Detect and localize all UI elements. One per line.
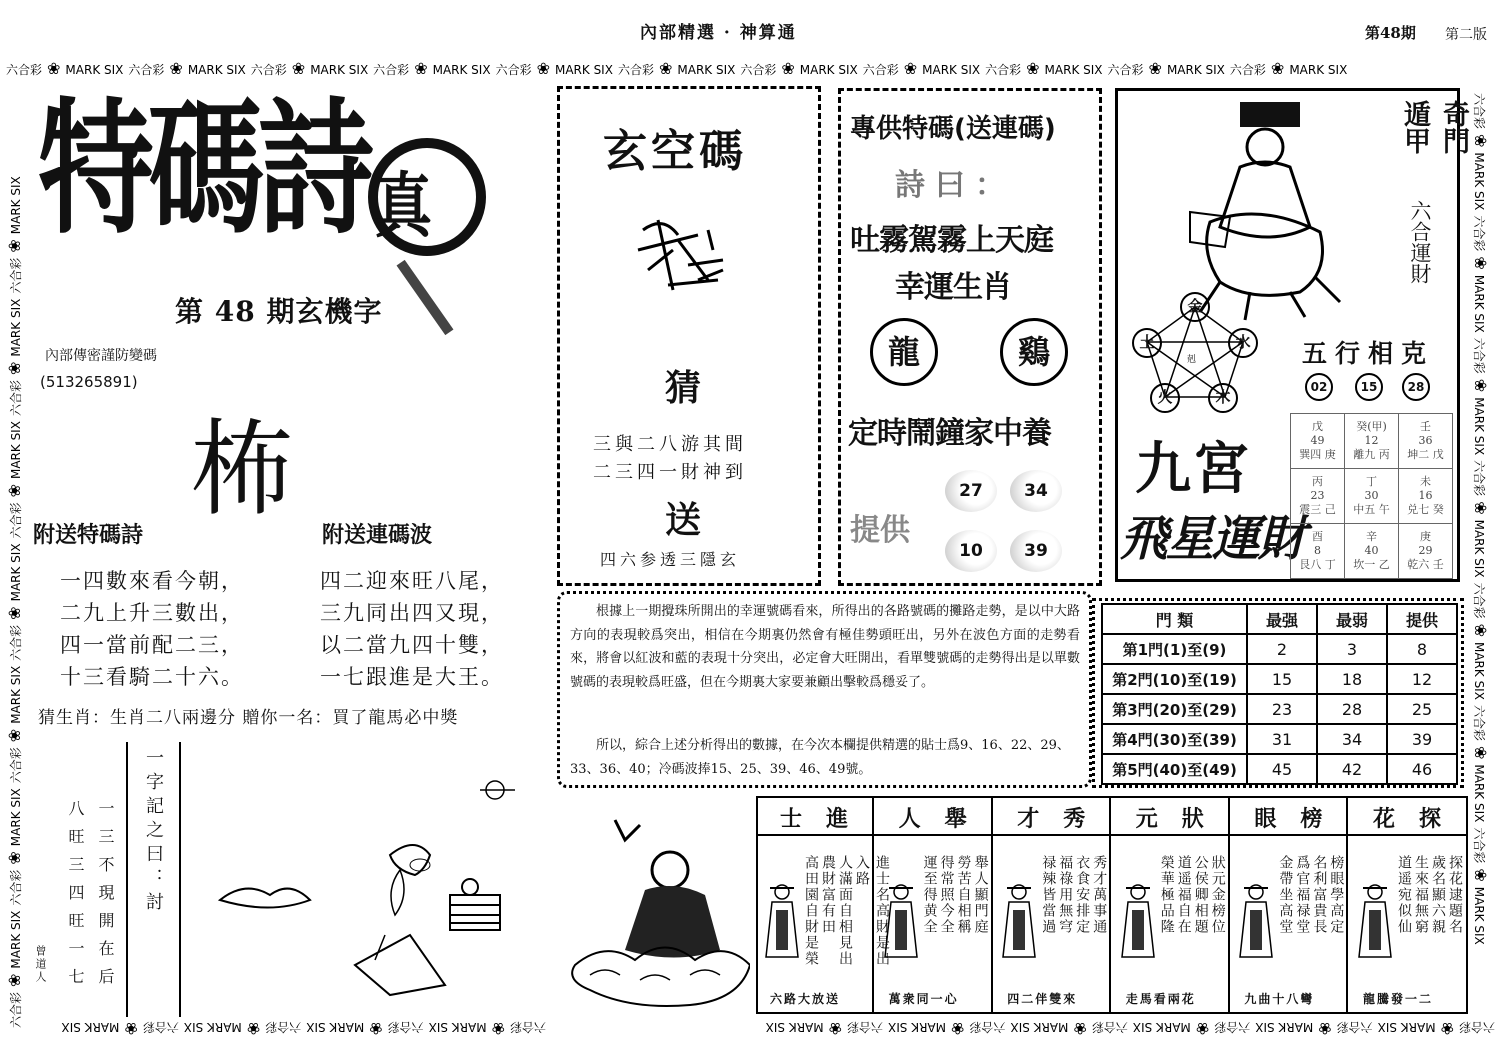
one-char-title: 一字記之曰：討 [143,748,164,916]
brand-en: MARK SIX [310,63,369,77]
qimen-title: 奇門遁甲 [1399,100,1469,154]
brand-en: MARK SIX [1166,63,1225,77]
poem-line: 十三看騎二十六。 [60,665,244,689]
flower-icon: ❀ [1471,378,1490,393]
table-row [1102,754,1457,784]
wave-line: 三九同出四又現， [320,601,504,625]
brand-cn: 六合彩 [250,63,287,77]
scholar-heading: 才秀 [1017,806,1110,832]
brand-cn: 六合彩 [1472,337,1486,374]
brand-en: MARK SIX [65,63,124,77]
element-node: 火 [1150,383,1180,413]
flower-icon: ❀ [5,728,24,743]
brand-cn: 六合彩 [1472,215,1486,252]
secret-note: 內部傳密謹防變碼 [45,348,157,364]
wave-line: 以二當九四十雙， [320,633,504,657]
scholar-verse: 秀才萬事通 [1091,855,1108,935]
column-header: 最弱 [1317,604,1387,634]
row-label: 第1門(1)至(9) [1102,634,1247,664]
scholar-heading: 人舉 [898,806,991,832]
brand-cn: 六合彩 [9,257,23,294]
brand-en: MARK SIX [9,788,23,847]
flower-icon: ❀ [781,59,795,78]
table-row [1102,694,1457,724]
flower-icon: ❀ [5,973,24,987]
grid-cell: 癸(甲) 12 離九 丙 [1345,414,1399,469]
one-char-col: 八旺三四旺一七 [66,800,85,996]
cell: 8 [1387,634,1457,664]
grid-cell: 辛 40 坎一 乙 [1345,524,1399,579]
scholar-heading: 士進 [780,806,873,832]
flower-icon: ❀ [1471,134,1490,148]
flower-icon: ❀ [5,361,24,376]
brand-en: MARK SIX [1377,1020,1436,1034]
flower-icon: ❀ [1318,1019,1332,1038]
brand-cn: 六合彩 [265,1020,302,1034]
cell: 31 [1247,724,1317,754]
brand-cn: 六合彩 [9,991,23,1028]
cell: 12 [1387,664,1457,694]
phone-number: (513265891) [40,373,138,391]
flower-icon: ❀ [903,59,918,78]
brand-en: MARK SIX [1472,152,1486,211]
one-char-col: 一三不現開在后 [96,800,115,996]
flower-icon: ❀ [1440,1019,1454,1038]
cell: 15 [1247,664,1317,694]
grid-cell: 丙 23 震三 己 [1291,469,1345,524]
scholar-verse: 生來福無窮 [1413,855,1429,935]
table-row [1102,634,1457,664]
zodiac-guess: 猜生肖：生肖二八兩邊分 贈你一名：買了龍馬必中獎 [38,708,459,728]
brand-en: MARK SIX [922,63,981,77]
mouse-illustration [215,775,515,1000]
cipher-glyph [628,210,728,300]
xuankong-line: 三與二八游其間 [593,434,747,455]
brand-cn: 六合彩 [1229,63,1266,77]
flower-icon: ❀ [1148,59,1162,78]
brand-cn: 六合彩 [509,1020,546,1034]
table-row [1102,664,1457,694]
xuankong-line: 四六参透三隱玄 [600,550,741,569]
xuankong-line: 二三四一財神到 [593,462,747,483]
doors-table [1101,603,1458,785]
scholar-verse: 道遥宛似仙 [1396,855,1412,935]
warrior-illustration [1180,92,1350,322]
flower-icon: ❀ [5,851,24,865]
scholar-verse: 舉人顯門庭 [972,855,989,935]
scholar-figure [1355,880,1395,965]
brand-en: MARK SIX [306,1020,365,1034]
table-row [1102,724,1457,754]
zodiac-circle: 龍 [870,318,938,386]
scholar-figure [762,880,802,965]
scholar-figure [1236,880,1276,965]
scholar-footer: 九曲十八彎 [1244,992,1315,1006]
scholar-verse: 得常照今全 [938,855,955,935]
brand-cn: 六合彩 [9,869,23,906]
brand-en: MARK SIX [1255,1020,1314,1034]
number-ball: 10 [945,530,997,572]
provide-label: 提供 [850,513,910,548]
scholar-footer: 龍騰發一二 [1363,992,1434,1006]
flower-icon: ❀ [414,59,428,78]
xuankong-send: 送 [665,500,702,541]
number-ball: 02 [1305,373,1333,401]
zodiac-circle: 鷄 [1000,318,1068,386]
brand-cn: 六合彩 [1107,63,1144,77]
scholar-heading: 花探 [1373,806,1466,832]
flower-icon: ❀ [169,59,183,78]
nine-palace-title: 九宮 [1135,437,1251,502]
brand-cn: 六合彩 [1336,1020,1373,1034]
brand-cn: 六合彩 [1472,93,1486,130]
brand-en: MARK SIX [888,1020,947,1034]
analysis-paragraph: 根據上一期攪珠所開出的幸運號碼看來，所得出的各路號碼的攤路走勢，是以中大路方向的表現較爲突出，相信在今期裏仍然會有極佳勢頭旺出，另外在波色方面的走勢看來，將會以紅波和藍的表現十分突出，必定會大旺開出，看單雙號碼的走勢得出是以單數號碼的表現較爲旺盛，但在今期裏大家要兼顧出擊較爲穩妥了。 [570,604,1080,690]
element-node: 金 [1180,292,1210,322]
header-issue: 第48期 [1365,24,1416,42]
column-header: 最强 [1247,604,1317,634]
flower-icon: ❀ [5,606,24,620]
header-edition: 第二版 [1445,27,1487,43]
header-title: 內部精選 · 神算通 [640,23,797,43]
grid-row [1291,469,1453,524]
brand-cn: 六合彩 [1472,827,1486,864]
special-line: 定時鬧鐘家中養 [848,416,1051,451]
brand-cn: 六合彩 [387,1020,424,1034]
poem-line: 一四數來看今朝， [60,569,244,593]
number-ball: 27 [945,470,997,512]
cell: 23 [1247,694,1317,724]
scholar-verse: 進士名高財是出入路 [854,855,890,967]
scholar-verse: 人滿面自相見出 [837,855,853,967]
scholar-verse: 榜眼學高定 [1328,855,1345,935]
mark-six-strip-bottom-left [6,1016,546,1040]
number-ball: 39 [1010,530,1062,572]
element-node: 水 [1228,328,1258,358]
brand-cn: 六合彩 [969,1020,1006,1034]
mark-six-strip-right [1467,93,1493,1013]
flower-icon: ❀ [1026,59,1040,78]
scholar-footer: 走馬看兩花 [1125,992,1196,1006]
scholar-verse: 衣食安排定 [1074,855,1091,935]
flower-icon: ❀ [47,59,61,78]
scholar-verse: 公侯卿相題 [1192,855,1209,935]
scholar-footer: 萬衆同一心 [888,992,959,1006]
scholar-verse: 農財富有田 [820,855,836,935]
scholar-footer: 六路大放送 [770,992,841,1006]
brand-en: MARK SIX [554,63,613,77]
wuxing-title: 五行相克 [1302,339,1435,368]
brand-en: MARK SIX [1472,764,1486,823]
deity-illustration [570,815,750,1010]
flying-star-title: 飛星運財 [1120,511,1305,567]
brand-en: MARK SIX [765,1020,824,1034]
table-header-row [1102,604,1457,634]
mystery-character: 柨 [190,408,295,530]
brand-en: MARK SIX [187,63,246,77]
brand-en: MARK SIX [1132,1020,1191,1034]
cell: 39 [1387,724,1457,754]
flower-icon: ❀ [1270,59,1285,78]
wave-heading: 附送連碼波 [322,523,433,548]
xuankong-guess: 猜 [665,368,702,409]
element-node: 木 [1208,383,1238,413]
cell: 3 [1317,634,1387,664]
brand-en: MARK SIX [432,63,491,77]
brand-cn: 六合彩 [9,747,23,784]
flower-icon: ❀ [369,1019,383,1038]
analysis-paragraph: 所以，綜合上述分析得出的數據，在今次本欄提供精選的貼士爲9、16、22、29、33、36、40；冷碼波捧15、25、39、46、49號。 [570,738,1070,777]
column-header: 門 類 [1102,604,1247,634]
grid-cell: 庚 29 乾六 壬 [1399,524,1453,579]
scholar-verse: 道遥福自在 [1175,855,1192,935]
scholar-figure [881,880,921,965]
flower-icon: ❀ [124,1019,138,1038]
magnifier-handle [397,260,454,335]
flower-icon: ❀ [5,484,24,498]
scholar-verse: 高田園自財是榮 [803,855,819,967]
title-badge: 真 [374,165,433,247]
brand-en: MARK SIX [9,543,23,602]
brand-cn: 六合彩 [9,502,23,539]
brand-cn: 六合彩 [1458,1020,1495,1034]
scholar-verse: 禄辣皆當過 [1040,855,1057,935]
brand-en: MARK SIX [1289,63,1348,77]
brand-cn: 六合彩 [9,380,23,417]
flower-icon: ❀ [1195,1019,1210,1038]
brand-cn: 六合彩 [142,1020,179,1034]
brand-cn: 六合彩 [1472,582,1486,619]
brand-en: MARK SIX [1044,63,1103,77]
scholar-verse: 狀元金榜位 [1209,855,1226,935]
cell: 28 [1317,694,1387,724]
brand-en: MARK SIX [9,665,23,724]
scholar-verse: 名利富貴長 [1311,855,1328,935]
brand-cn: 六合彩 [847,1020,884,1034]
issue-label: 第 48 期玄機字 [175,295,383,328]
grid-row [1291,524,1453,579]
cell: 45 [1247,754,1317,784]
brand-en: MARK SIX [677,63,736,77]
row-label: 第5門(40)至(49) [1102,754,1247,784]
flower-icon: ❀ [1471,623,1490,637]
mark-six-strip-left [2,78,28,1028]
brand-en: MARK SIX [1472,397,1486,456]
number-ball: 28 [1402,373,1430,401]
scholar-verse: 勞苦自相稱 [955,855,972,935]
brand-en: MARK SIX [1472,886,1486,945]
scholar-heading: 眼榜 [1254,806,1347,832]
poem-heading: 附送特碼詩 [33,523,144,548]
row-label: 第4門(30)至(39) [1102,724,1247,754]
brand-cn: 六合彩 [1472,704,1486,741]
flower-icon: ❀ [828,1019,843,1038]
column-header: 提供 [1387,604,1457,634]
brand-cn: 六合彩 [128,63,165,77]
grid-row [1291,414,1453,469]
special-poem-label: 詩曰： [895,168,1015,203]
wave-line: 一七跟進是大王。 [320,665,504,689]
flower-icon: ❀ [1073,1019,1087,1038]
scholar-verse: 歲名顯六親 [1430,855,1446,935]
scholar-verse: 金帶坐高堂 [1277,855,1294,935]
flower-icon: ❀ [1471,501,1490,515]
poem-line: 四一當前配二三， [60,633,244,657]
special-title: 專供特碼(送連碼) [850,114,1056,144]
flower-icon: ❀ [5,239,24,253]
brand-cn: 六合彩 [9,624,23,661]
brand-cn: 六合彩 [1214,1020,1251,1034]
scholar-verse: 福祿用無穹 [1057,855,1074,935]
brand-en: MARK SIX [9,176,23,235]
scholar-heading: 元狀 [1135,806,1228,832]
brand-en: MARK SIX [1472,641,1486,700]
brand-cn: 六合彩 [740,63,777,77]
brand-en: MARK SIX [9,910,23,969]
brand-en: MARK SIX [1472,274,1486,333]
brand-en: MARK SIX [61,1020,120,1034]
element-center: 剋 [1187,355,1197,365]
brand-cn: 六合彩 [373,63,410,77]
brand-en: MARK SIX [428,1020,487,1034]
brand-en: MARK SIX [183,1020,242,1034]
brand-en: MARK SIX [1010,1020,1069,1034]
brand-cn: 六合彩 [1472,460,1486,497]
scholar-verse: 運至得黄全 [921,855,938,935]
flower-icon: ❀ [291,59,306,78]
brand-cn: 六合彩 [985,63,1022,77]
grid-cell: 未 16 兑七 癸 [1399,469,1453,524]
number-ball: 15 [1355,373,1383,401]
cell: 18 [1317,664,1387,694]
flower-icon: ❀ [536,59,550,78]
cell: 42 [1317,754,1387,784]
scholar-verse: 榮華極品隆 [1158,855,1175,935]
flower-icon: ❀ [951,1019,965,1038]
flower-icon: ❀ [1471,745,1490,760]
number-ball: 34 [1010,470,1062,512]
brand-cn: 六合彩 [6,63,43,77]
scholar-figure [1118,880,1158,965]
nine-palace-grid [1290,413,1453,579]
poem-line: 二九上升三數出， [60,601,244,625]
brand-en: MARK SIX [799,63,858,77]
main-title: 特碼詩 [38,85,368,255]
grid-cell: 壬 36 坤二 戊 [1399,414,1453,469]
special-line: 幸運生肖 [895,270,1011,305]
cell: 2 [1247,634,1317,664]
scholar-verse: 爲官福禄堂 [1294,855,1311,935]
brand-cn: 六合彩 [617,63,654,77]
flower-icon: ❀ [1471,868,1490,882]
liuhe-title: 六合運財 [1408,200,1432,284]
grid-cell: 丁 30 中五 午 [1345,469,1399,524]
brand-cn: 六合彩 [862,63,899,77]
brand-en: MARK SIX [9,298,23,357]
grid-cell: 戊 49 巽四 庚 [1291,414,1345,469]
cell: 25 [1387,694,1457,724]
flower-icon: ❀ [658,59,673,78]
scholar-figure [999,880,1039,965]
scholar-footer: 四二伴雙來 [1007,992,1078,1006]
signature: 曾道人 [34,945,47,984]
mark-six-strip-top [6,56,1500,82]
row-label: 第3門(20)至(29) [1102,694,1247,724]
brand-cn: 六合彩 [495,63,532,77]
brand-en: MARK SIX [1472,519,1486,578]
xuankong-title: 玄空碼 [603,126,747,177]
flower-icon: ❀ [246,1019,261,1038]
cell: 34 [1317,724,1387,754]
poem-block [60,565,244,693]
special-line: 吐霧駕霧上天庭 [850,223,1053,258]
brand-en: MARK SIX [9,421,23,480]
wave-line: 四二迎來旺八尾， [320,569,504,593]
mark-six-strip-bottom-right [750,1016,1495,1040]
flower-icon: ❀ [491,1019,505,1038]
row-label: 第2門(10)至(19) [1102,664,1247,694]
cell: 46 [1387,754,1457,784]
grid-cell: 酉 8 艮八 丁 [1291,524,1345,579]
scholar-verse: 探花逮題名 [1447,855,1463,935]
element-node: 土 [1132,328,1162,358]
brand-cn: 六合彩 [1091,1020,1128,1034]
flower-icon: ❀ [1471,256,1490,270]
wave-block [320,565,504,693]
